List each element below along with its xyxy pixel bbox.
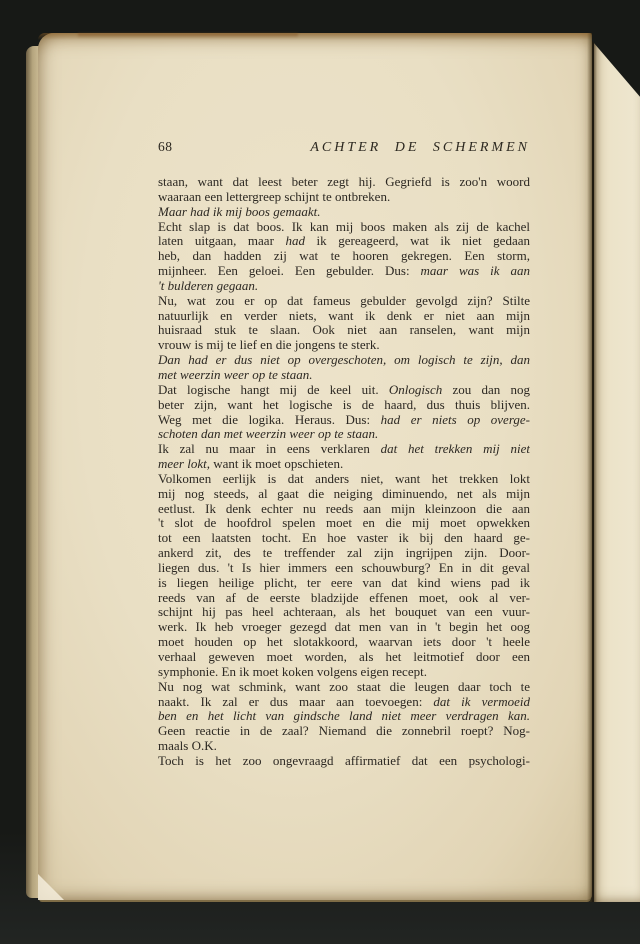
text-segment: ben en het licht van gindsche land niet meer verdragen kan. — [158, 709, 530, 724]
text-segment: Onlogisch — [388, 382, 443, 397]
text-segment: naakt. Ik zal er dus maar aan toevoegen: — [158, 694, 434, 709]
text-line — [158, 205, 530, 220]
text-line — [158, 739, 530, 754]
text-segment: moet houden op het slotakkoord, waarvan iets door 't heele — [158, 635, 530, 650]
text-line — [158, 591, 530, 606]
text-line — [158, 294, 530, 309]
text-segment: Echt slap is dat boos. Ik kan mij boos maken als zij de kachel — [158, 219, 530, 234]
text-segment: liegen dus. 't Is hier immers een schouwburg? En in dit geval — [158, 560, 530, 575]
text-segment: mij nog steeds, al gaat die neiging diminuendo, net als mijn — [158, 486, 530, 501]
text-line — [158, 635, 530, 650]
text-segment: is liegen heilige plicht, ter eere van dat kind wiens pad ik — [158, 575, 530, 590]
text-line — [158, 427, 530, 442]
text-line — [158, 680, 530, 695]
text-segment: Dan had er dus niet op overgeschoten, om logisch te zijn, dan — [158, 353, 530, 368]
text-segment: maar was ik aan — [420, 264, 530, 279]
text-line — [158, 487, 530, 502]
text-line — [158, 249, 530, 264]
text-segment: 't bulderen gegaan. — [158, 278, 259, 293]
text-line — [158, 309, 530, 324]
text-segment: dat ik vermoeid — [433, 694, 530, 709]
text-line — [158, 665, 530, 680]
text-segment: maals O.K. — [158, 739, 217, 754]
running-header — [158, 139, 530, 156]
text-segment: meer lokt, — [158, 457, 210, 472]
text-segment: schoten dan met weerzin weer op te staan. — [158, 427, 379, 442]
text-line — [158, 220, 530, 235]
text-line — [158, 264, 530, 279]
text-segment: schijnt hij pas heel achteraan, als het bouquet van een vuur- — [158, 605, 530, 620]
text-line — [158, 413, 530, 428]
gutter-shadow — [587, 33, 597, 902]
text-line — [158, 234, 530, 249]
text-segment: eetlust. Ik denk echter nu reeds aan mijn kleinzoon die aan — [158, 501, 530, 516]
text-segment: met weerzin weer op te staan. — [158, 367, 313, 382]
text-segment: had — [285, 234, 305, 249]
text-line — [158, 323, 530, 338]
text-segment: waaraan een lettergreep schijnt te ontbreken. — [158, 189, 391, 204]
text-segment: symphonie. En ik moet koken volgens eigen recept. — [158, 664, 427, 679]
page-edge-right — [594, 38, 640, 902]
text-segment: tot een laatsten tocht. En hoe vaster ik bij den haard ge- — [158, 531, 530, 546]
text-line — [158, 353, 530, 368]
text-segment: werk. Ik heb vroeger gezegd dat men van in 't begin het oog — [158, 620, 530, 635]
book-page — [38, 33, 592, 900]
text-line — [158, 457, 530, 472]
text-segment: 't slot de hoofdrol spelen moet en die mij moet opwekken — [158, 516, 530, 531]
text-segment: Nu nog wat schmink, want zoo staat die leugen daar toch te — [158, 679, 530, 694]
text-segment: mijnheer. Een geloei. Een gebulder. Dus: — [158, 264, 421, 279]
text-line — [158, 754, 530, 769]
text-segment: verhaal geweven moet worden, als het leitmotief door een — [158, 650, 530, 664]
text-line — [158, 279, 530, 294]
text-line — [158, 695, 530, 710]
running-title: ACHTER DE SCHERMEN — [310, 140, 530, 155]
text-line — [158, 175, 530, 190]
text-segment: zou dan nog — [442, 382, 530, 397]
text-line — [158, 442, 530, 457]
text-segment: had er niets op overge- — [380, 412, 530, 427]
bottom-left-corner-fold — [38, 874, 64, 900]
text-line — [158, 531, 530, 546]
text-segment: staan, want dat leest beter zegt hij. Gegriefd is zoo'n woord — [158, 175, 530, 189]
text-line — [158, 516, 530, 531]
text-line — [158, 190, 530, 205]
text-segment: reeds van af de eerste bladzijde effenen moet, ook al ver- — [158, 590, 530, 605]
text-line — [158, 650, 530, 665]
text-line — [158, 620, 530, 635]
text-segment: Volkomen eerlijk is dat anders niet, want het trekken lokt — [158, 471, 530, 486]
text-line — [158, 709, 530, 724]
top-edge-stain-spots — [78, 33, 298, 38]
text-line — [158, 398, 530, 413]
body-text — [158, 175, 530, 769]
text-segment: ankerd zit, des te treffender zal zijn ingrijpen zijn. Door- — [158, 546, 530, 561]
text-segment: Geen reactie in de zaal? Niemand die zonnebril roept? Nog- — [158, 724, 530, 739]
text-line — [158, 368, 530, 383]
text-segment: heb, dan hadden zij wat te hooren gekregen. Een storm, — [158, 249, 530, 264]
text-line — [158, 502, 530, 517]
text-line — [158, 605, 530, 620]
text-segment: beter zijn, want het logische is de haard, dus thuis blijven. — [158, 397, 530, 412]
text-segment: Toch is het zoo ongevraagd affirmatief dat een psychologi- — [158, 753, 530, 768]
text-segment: vrouw is mij te lief en die jongens te sterk. — [158, 338, 380, 353]
text-segment: Ik zal nu maar in eens verklaren — [158, 442, 381, 457]
text-segment: huisraad stuk te slaan. Ook niet aan ranselen, want mijn — [158, 323, 530, 338]
text-segment: Dat logische hangt mij de keel uit. — [158, 382, 389, 397]
text-line — [158, 724, 530, 739]
page-number: 68 — [158, 139, 173, 154]
text-segment: Nu, wat zou er op dat fameus gebulder gevolgd zijn? Stilte — [158, 293, 530, 308]
text-line — [158, 383, 530, 398]
text-segment: Maar had ik mij boos gemaakt. — [158, 204, 321, 219]
text-line — [158, 561, 530, 576]
text-line — [158, 576, 530, 591]
text-segment: dat het trekken mij niet — [380, 442, 530, 457]
text-segment: Weg met die logika. Heraus. Dus: — [158, 412, 381, 427]
text-segment: ik gereageerd, wat ik niet gedaan — [304, 234, 530, 249]
text-line — [158, 472, 530, 487]
text-line — [158, 338, 530, 353]
text-line — [158, 546, 530, 561]
text-segment: laten uitgaan, maar — [158, 234, 286, 249]
text-segment: natuurlijk en verder niets, want ik denk er niet aan mijn — [158, 308, 530, 323]
text-segment: want ik moet opschieten. — [209, 457, 344, 472]
